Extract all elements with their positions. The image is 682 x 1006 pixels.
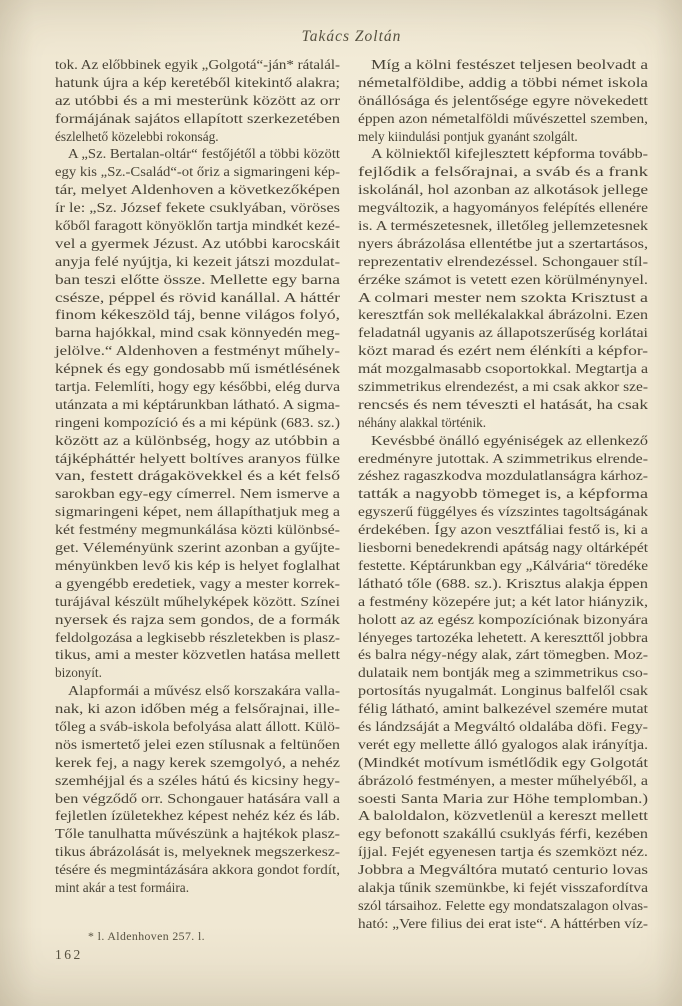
text-line: tikus ábrázolását is, melyeknek megszerkesz-: [55, 844, 340, 860]
text-line: A colmari mester nem szokta Krisztust a: [358, 289, 648, 305]
text-line: megváltozik, a hagyományos felépítés ellenére: [358, 200, 648, 216]
text-line: kerek fej, a nagy kerek szemgolyó, a nehéz: [55, 754, 340, 770]
text-line: iskolánál, hol azonban az alkotások jellege: [358, 182, 648, 198]
text-line: liesborni benedekrendi apátság nagy oltárképét: [358, 540, 648, 556]
text-line: Jobbra a Megváltóra mutató centurio lovas: [358, 862, 648, 878]
text-line: mely kiindulási pontjuk gyanánt szolgált.: [358, 128, 578, 144]
text-line: szól társaihoz. Felette egy mondatszalagon olvas-: [358, 897, 648, 913]
text-line: Tőle tanulhatta művészünk a hajtékok plasz-: [55, 826, 340, 842]
text-line: tartja. Felemlíti, hogy egy későbbi, elég durva: [55, 379, 340, 395]
left-column: [55, 56, 340, 933]
text-line: hatunk újra a kép keretéből kitekintő alakra;: [55, 74, 340, 90]
text-line: (Mindkét motívum ismétlődik egy Golgotát: [358, 754, 648, 770]
text-line: kőből faragott könyöklőn tartja mindkét kezé-: [55, 218, 340, 234]
running-header: Takács Zoltán: [301, 28, 402, 45]
text-line: íjjal. Fejét egyenesen tartja és szemközt néz.: [358, 844, 648, 860]
text-line: szimmetrikus elrendezést, a mi csak akkor sze-: [358, 379, 648, 395]
text-line: éppen azon németalföldi művészettel szemben,: [358, 110, 648, 126]
text-line: érzéke számot is vetett ezen körülménynyel.: [358, 271, 648, 287]
text-line: ható: „Vere filius dei erat iste“. A háttérben víz-: [358, 915, 648, 931]
text-line: zéshez ragaszkodva mozdulatlanságra kárhoz-: [358, 468, 648, 484]
text-line: közt marad és ezért nem élénkíti a képfor-: [358, 343, 648, 359]
text-line: alakja tűnik szemünkbe, ki fejét visszafordítva: [358, 879, 648, 895]
text-line: Alapformái a művész első korszakára valla-: [68, 683, 340, 699]
text-line: tésére és megmintázására akkora gondot fordít,: [55, 862, 340, 878]
text-line: mint akár a test formáira.: [55, 879, 190, 895]
text-line: ringeni kompozíció és a mi képünk (683. sz.): [55, 414, 340, 430]
text-line: lényeges tartozéka lehetett. A kereszttől jobbra: [358, 629, 648, 645]
text-line: feladatnál ugyanis az állapotszerűség korlátai: [358, 325, 648, 341]
right-column: [358, 56, 648, 933]
text-line: dulataik nem bontják meg a szimmetrikus cso-: [358, 665, 648, 681]
text-line: portosítás nyugalmát. Longinus balfelől csak: [358, 683, 648, 699]
text-line: verét egy mellette álló gyalogos alak irányítja.: [358, 736, 648, 752]
text-line: önállósága és jelentősége egyre növekedett: [358, 92, 648, 108]
text-line: között az a különbség, hogy az utóbbin a: [55, 432, 340, 448]
text-line: ír le: „Sz. József fekete csuklyában, vöröses: [55, 200, 340, 216]
text-line: a festmény közepére jut; a két lator hiányzik,: [358, 593, 648, 609]
paragraph: [55, 56, 340, 145]
text-line: rencsés és nem téveszti el hatását, ha csak: [358, 396, 648, 412]
text-line: soesti Santa Maria zur Höhe templomban.): [358, 790, 648, 806]
text-line: tatták a nagyobb tömeget is, a képforma: [358, 486, 648, 502]
text-line: ábrázoló festményen, a mester műhelyéből, a: [358, 772, 648, 788]
text-line: néhány alakkal történik.: [358, 414, 487, 430]
text-line: és lándzsáját a Megváltó oldalába döfi. Fegy-: [358, 718, 648, 734]
text-line: tok. Az előbbinek egyik „Golgotá“-ján* rátalál-: [55, 57, 340, 72]
text-line: utánzata a mi képtárunkban látható. A sigma-: [55, 396, 340, 412]
text-line: jelölve.“ Aldenhoven a festményt műhely-: [55, 343, 340, 359]
text-line: nyers ábrázolása ellentétbe jut a szertartásos,: [358, 235, 648, 251]
text-line: get. Véleményünk szerint azonban a gyűjte-: [55, 540, 340, 556]
text-line: érdekében. Így azon vesztfáliai festő is, ki a: [358, 522, 648, 538]
text-line: A baloldalon, közvetlenül a kereszt mellett: [358, 808, 648, 824]
text-line: sigmaringeni képet, nem állapíthatjuk meg a: [55, 504, 340, 520]
paragraph: [358, 432, 648, 933]
text-line: festette. Képtárunkban egy „Kálvária“ töredéke: [358, 557, 648, 573]
paragraph: [55, 145, 340, 682]
paragraph: [358, 145, 648, 431]
text-line: van, festett drágakövekkel és a két felső: [55, 468, 340, 484]
text-line: a gyengébb eredetiek, vagy a mester korrek-: [55, 575, 340, 591]
text-columns: [55, 56, 648, 933]
text-line: fejletlen ízületekhez képest nehéz kéz és láb.: [55, 808, 340, 824]
text-line: németalföldibe, addig a többi német iskola: [358, 74, 648, 90]
page-number: 162: [55, 947, 83, 962]
text-line: A kölniektől kifejlesztett képforma tovább-: [371, 146, 648, 162]
text-line: is. A természetesnek, illetőleg jellemzetesnek: [358, 218, 648, 234]
text-line: egy befonott szakállú csuklyás férfi, kezében: [358, 826, 648, 842]
text-line: finom kékeszöld táj, benne világos folyó,: [55, 307, 340, 323]
text-line: tikus, ami a mester közvetlen hatása mellett: [55, 647, 340, 663]
text-line: feldolgozása a legkisebb részletekben is plasz-: [55, 629, 340, 645]
text-line: Míg a kölni festészet teljesen beolvadt a: [371, 57, 648, 72]
text-line: sarokban egy-egy címerrel. Nem ismerve a: [55, 486, 340, 502]
text-line: nak, ki azon időben még a felsőrajnai, ille-: [55, 701, 340, 717]
text-line: ményünkben levő kis kép is helyet foglalhat: [55, 557, 340, 573]
paragraph: [358, 56, 648, 145]
text-line: Kevésbbé önálló egyéniségek az ellenkező: [371, 432, 648, 448]
text-line: képnek és egy gondosabb mű ismétlésének: [55, 361, 340, 377]
text-line: tájképháttér helyett boltíves aranyos fülke: [55, 450, 340, 466]
text-line: tár, melyet Aldenhoven a következőképen: [55, 182, 340, 198]
text-line: A „Sz. Bertalan-oltár“ festőjétől a többi között: [68, 146, 340, 162]
text-line: szemhéjjal és a széles hátú és kicsiny hegy-: [55, 772, 340, 788]
text-line: barna hajókkal, mind csak könnyedén meg-: [55, 325, 340, 341]
text-line: ben végződő orr. Schongauer hatására vall a: [55, 790, 340, 806]
text-line: egyszerű függélyes és vízszintes tagoltságának: [358, 504, 648, 520]
paragraph: [55, 682, 340, 897]
text-line: ban teszi előtte össze. Mellette egy barna: [55, 271, 340, 287]
text-line: látható tőle (688. sz.). Krisztus alakja éppen: [358, 575, 648, 591]
text-line: tőleg a sváb-iskola befolyása alatt állott. Külö-: [55, 718, 340, 734]
footnote: * l. Aldenhoven 257. l.: [88, 929, 206, 943]
text-line: egy kis „Sz.-Család“-ot őriz a sigmaringeni kép-: [55, 164, 340, 180]
text-line: formájának sajátos ellapított szerkezetében: [55, 110, 340, 126]
text-line: és balra négy-négy alak, zárt tömegben. Moz-: [358, 647, 648, 663]
text-line: félig látható, amint balkezével szemére mutat: [358, 701, 648, 717]
text-line: két festmény megmunkálása közti különbsé-: [55, 522, 340, 538]
text-line: reprezentativ elrendezéssel. Schongauer stíl-: [358, 253, 648, 269]
text-line: vel a gyermek Jézust. Az utóbbi karocskáit: [55, 235, 340, 251]
text-line: nyersek és rajza sem gondos, de a formák: [55, 611, 340, 627]
text-line: csésze, péppel és rövid kanállal. A háttér: [55, 289, 340, 305]
text-line: fejlődik a felsőrajnai, a sváb és a frank: [358, 164, 648, 180]
text-line: anyja felé nyújtja, ki kezeit játszi mozdulat-: [55, 253, 340, 269]
text-line: eredményre jutottak. A szimmetrikus elrende-: [358, 450, 648, 466]
text-line: az utóbbi és a mi mesterünk között az orr: [55, 92, 340, 108]
text-line: mát mozgalmasabb csoportokkal. Megtartja a: [358, 361, 648, 377]
text-line: keresztfán sok mellékalakkal ábrázolni. Ezen: [358, 307, 648, 323]
text-line: bizonyít.: [55, 665, 102, 681]
text-line: holott az az egész kompozíciónak bizonyára: [358, 611, 648, 627]
text-line: észlelhető közelebbi rokonság.: [55, 128, 219, 144]
text-line: nös ismertető jelei ezen stílusnak a feltünően: [55, 736, 340, 752]
text-line: turájával készült műhelyképek között. Színei: [55, 593, 340, 609]
